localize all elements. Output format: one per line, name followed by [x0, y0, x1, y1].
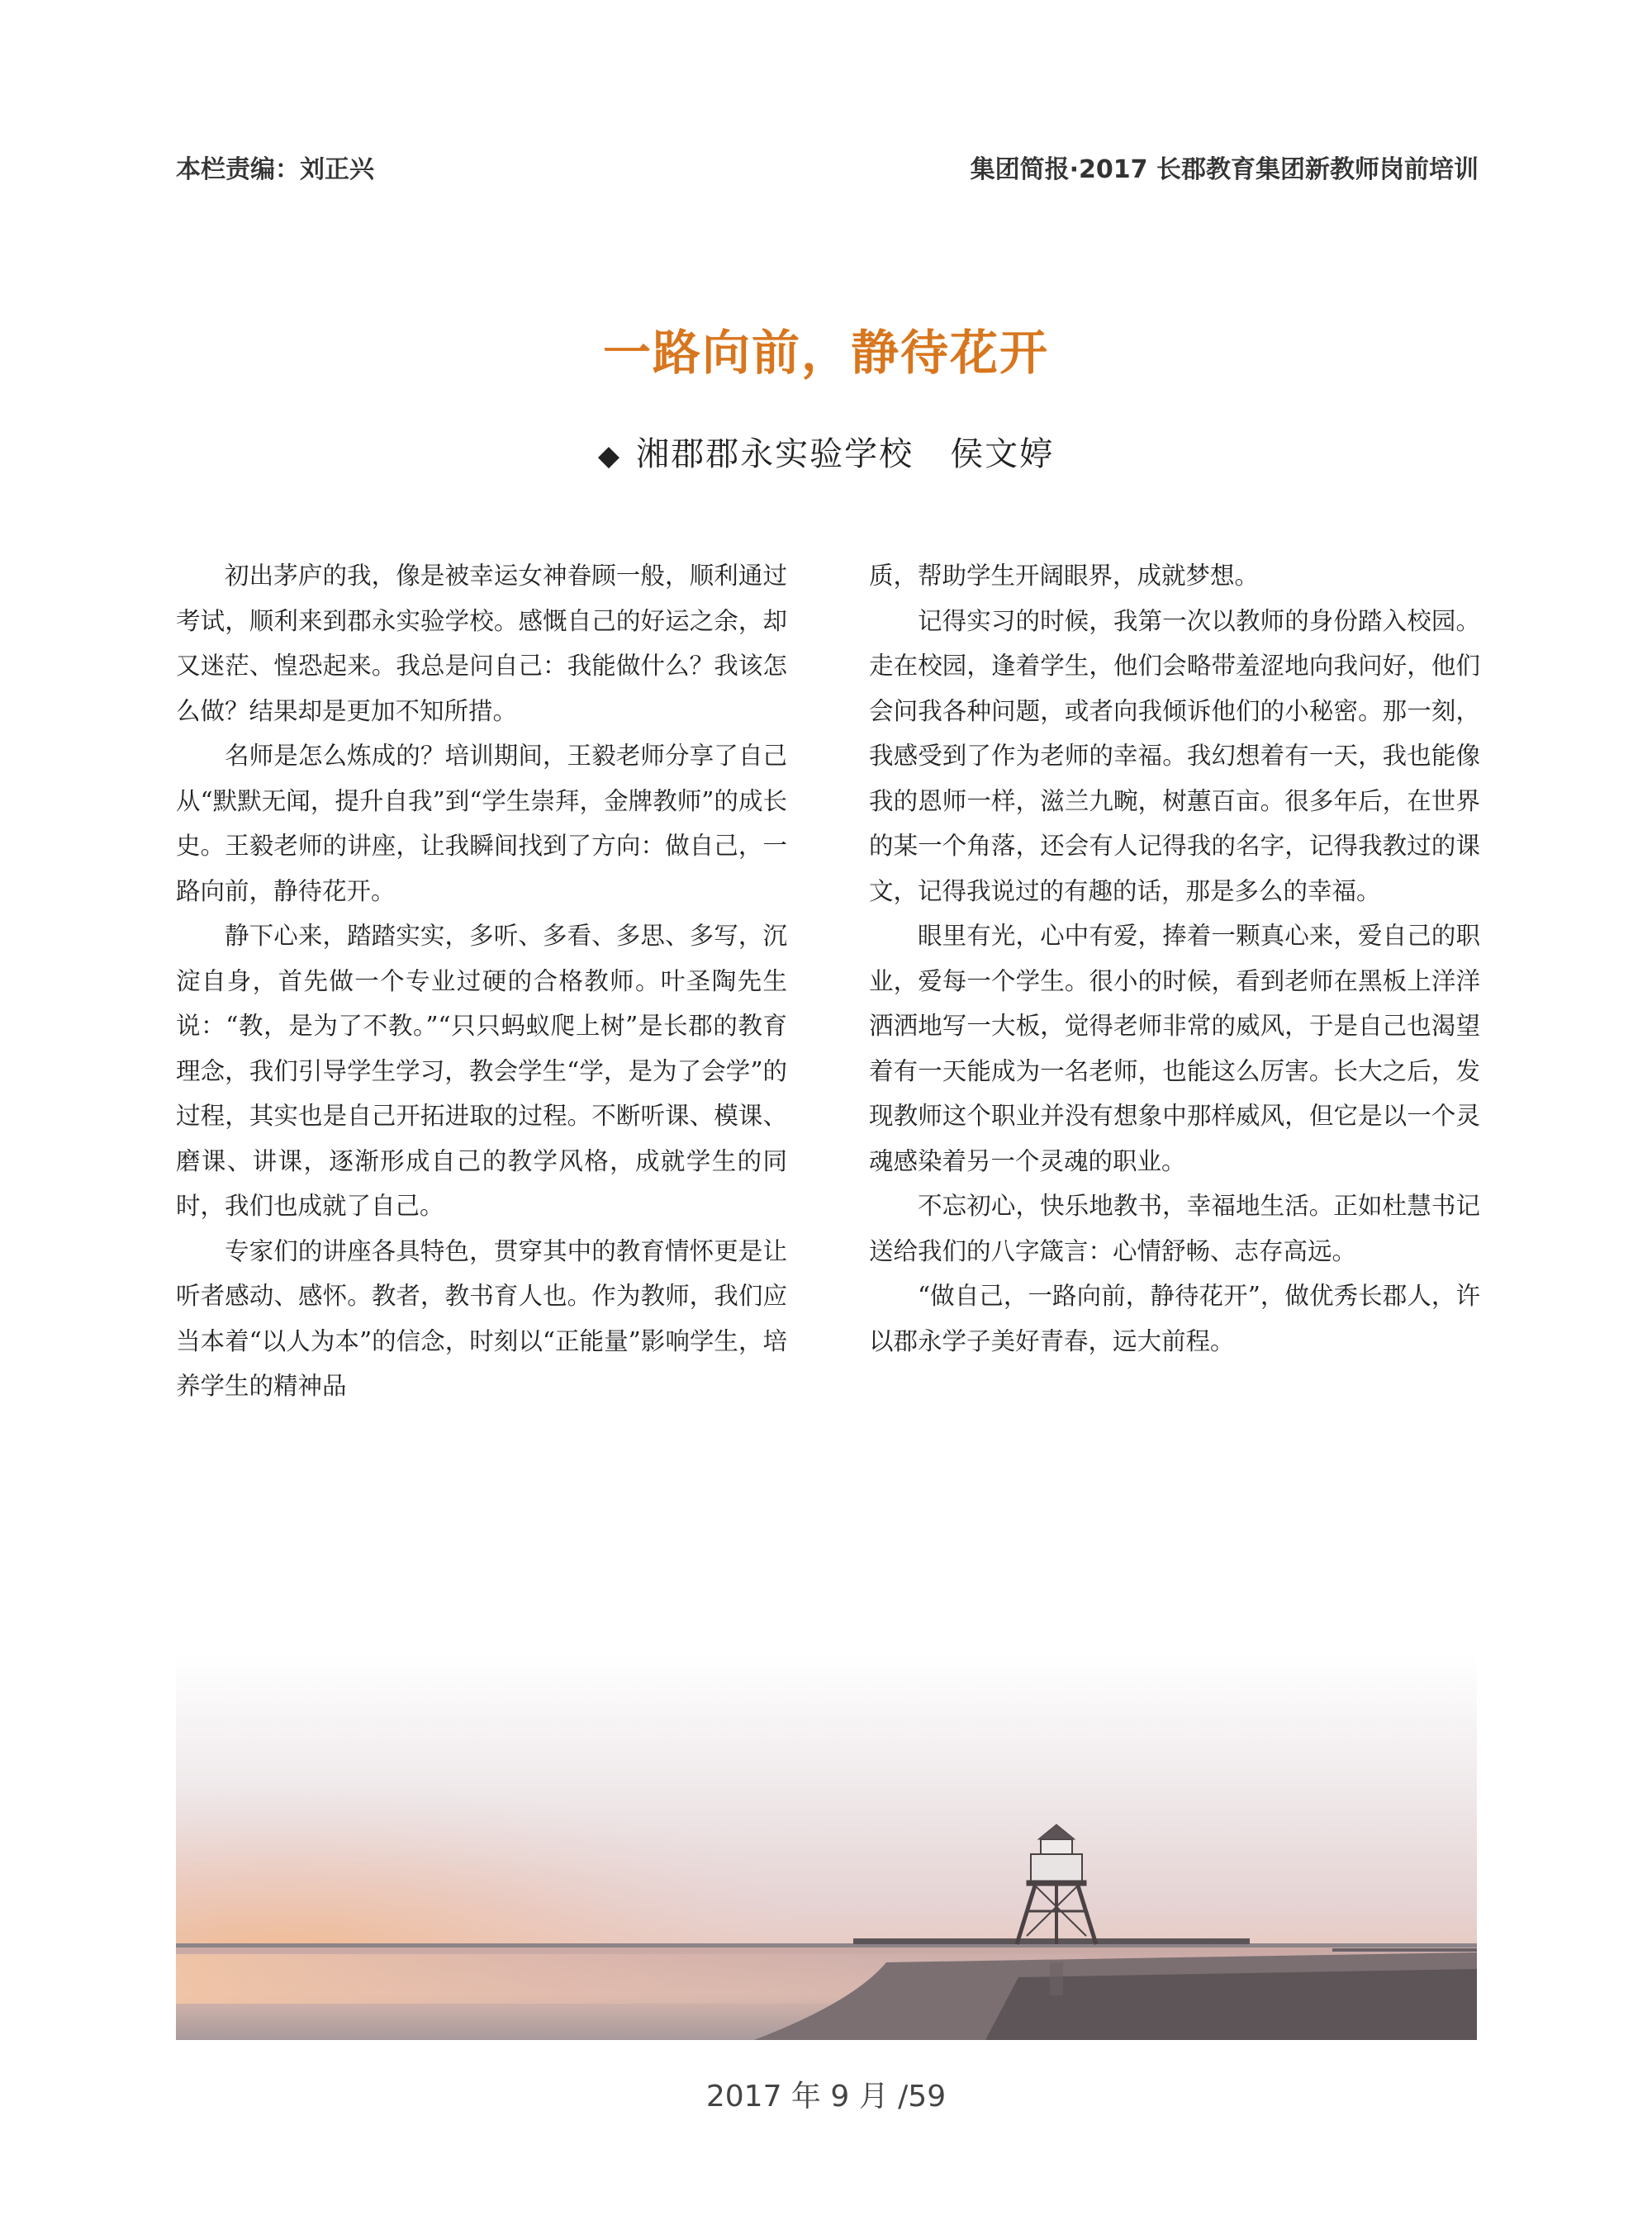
paragraph: 质，帮助学生开阔眼界，成就梦想。	[869, 562, 1260, 590]
article-title: 一路向前，静待花开	[602, 325, 1049, 381]
author-name: 侯文婷	[950, 435, 1055, 473]
paragraph: 记得实习的时候，我第一次以教师的身份踏入校园。走在校园，逢着学生，他们会略带羞涩地向我问好，他们会问我各种问题，或者向我倾诉他们的小秘密。那一刻，我感受到了作为老师的幸福。我幻想着有一天，我也能像我的恩师一样，滋兰九畹，树蕙百亩。很多年后，在世界的某一个角落，还会有人记得我的名字，记得我教过的课文，记得我说过的有趣的话，那是多么的幸福。	[869, 606, 1480, 905]
school-name: 湘郡郡永实验学校	[636, 435, 914, 473]
paragraph: 不忘初心，快乐地教书，幸福地生活。正如杜慧书记送给我们的八字箴言：心情舒畅、志存高远。	[869, 1192, 1480, 1265]
section-title: 集团简报·2017 长郡教育集团新教师岗前培训	[970, 155, 1479, 184]
left-column	[176, 553, 787, 1409]
paragraph: 眼里有光，心中有爱，捧着一颗真心来，爱自己的职业，爱每一个学生。很小的时候，看到老师在黑板上洋洋洒洒地写一大板，觉得老师非常的威风，于是自己也渴望着有一天能成为一名老师，也能这么厉害。长大之后，发现教师这个职业并没有想象中那样威风，但它是以一个灵魂感染着另一个灵魂的职业。	[869, 922, 1480, 1175]
paragraph: 名师是怎么炼成的？培训期间，王毅老师分享了自己从“默默无闻，提升自我”到“学生崇拜，金牌教师”的成长史。王毅老师的讲座，让我瞬间找到了方向：做自己，一路向前，静待花开。	[176, 742, 787, 905]
paragraph: “做自己，一路向前，静待花开”，做优秀长郡人，许以郡永学子美好青春，远大前程。	[869, 1282, 1480, 1355]
diamond-icon: ◆	[597, 439, 622, 472]
page-number: 2017 年 9 月 /59	[705, 2080, 947, 2114]
paragraph: 专家们的讲座各具特色，贯穿其中的教育情怀更是让听者感动、感怀。教者，教书育人也。作为教师，我们应当本着“以人为本”的信念，时刻以“正能量”影响学生，培养学生的精神品	[176, 1236, 787, 1400]
editor-credit: 本栏责编：刘正兴	[176, 155, 374, 184]
lighthouse-photo	[176, 1655, 1477, 2040]
byline	[0, 428, 1652, 475]
right-column	[869, 553, 1480, 1364]
paragraph: 静下心来，踏踏实实，多听、多看、多思、多写，沉淀自身，首先做一个专业过硬的合格教师。叶圣陶先生说：“教，是为了不教。”“只只蚂蚁爬上树”是长郡的教育理念，我们引导学生学习，教会学生“学，是为了会学”的过程，其实也是自己开拓进取的过程。不断听课、模课、磨课、讲课，逐渐形成自己的教学风格，成就学生的同时，我们也成就了自己。	[176, 922, 787, 1220]
paragraph: 初出茅庐的我，像是被幸运女神眷顾一般，顺利通过考试，顺利来到郡永实验学校。感慨自己的好运之余，却又迷茫、惶恐起来。我总是问自己：我能做什么？我该怎么做？结果却是更加不知所措。	[176, 562, 787, 725]
